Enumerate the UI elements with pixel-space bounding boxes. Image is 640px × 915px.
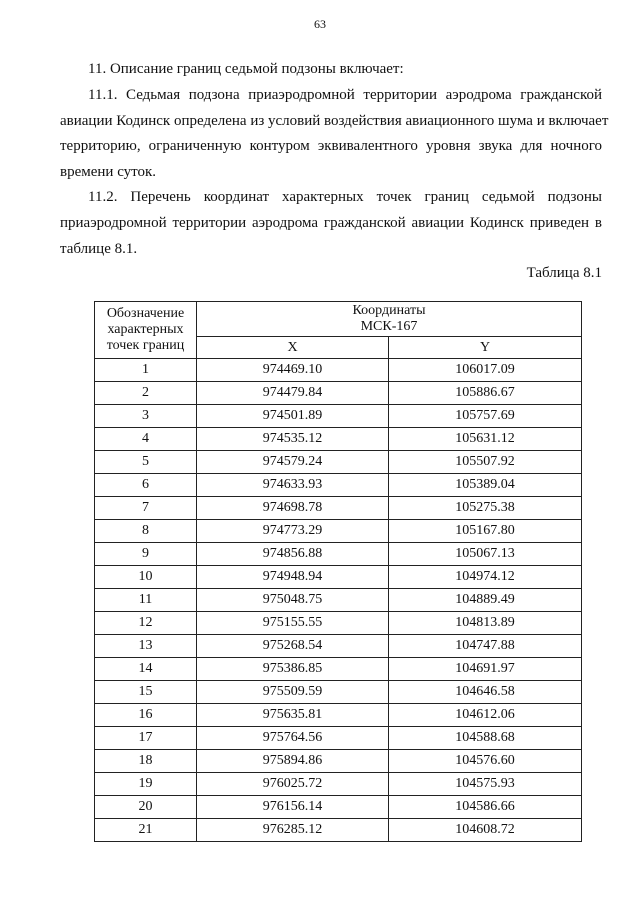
y-coordinate-cell: 104747.88 xyxy=(389,635,582,658)
table-row xyxy=(95,474,582,497)
table-row xyxy=(95,773,582,796)
x-coordinate-cell: 975764.56 xyxy=(197,727,389,750)
coordinates-header-line-2: МСК-167 xyxy=(360,319,418,334)
paragraph-11-1-line-3: территорию, ограниченную контуром эквивалентного уровня звука для ночного xyxy=(60,138,602,154)
point-number-cell: 8 xyxy=(95,520,197,543)
table-row xyxy=(95,635,582,658)
point-number-cell: 18 xyxy=(95,750,197,773)
x-coordinate-cell: 976025.72 xyxy=(197,773,389,796)
y-coordinate-cell: 104612.06 xyxy=(389,704,582,727)
point-number-cell: 5 xyxy=(95,451,197,474)
x-coordinate-cell: 975894.86 xyxy=(197,750,389,773)
paragraph-11-1-line-4: времени суток. xyxy=(60,164,157,180)
paragraph-11-2-line-2: приаэродромной территории аэродрома гражданской авиации Кодинск приведен в xyxy=(60,215,602,231)
x-coordinate-cell: 974948.94 xyxy=(197,566,389,589)
table-caption: Таблица 8.1 xyxy=(526,265,602,281)
point-number-cell: 20 xyxy=(95,796,197,819)
table-row xyxy=(95,796,582,819)
y-coordinate-cell: 105507.92 xyxy=(389,451,582,474)
point-number-cell: 1 xyxy=(95,359,197,382)
point-label-header-line-2: характерных xyxy=(107,322,184,337)
point-number-cell: 10 xyxy=(95,566,197,589)
table-row xyxy=(95,451,582,474)
point-label-header-line-1: Обозначение xyxy=(106,306,185,321)
y-coordinate-cell: 104586.66 xyxy=(389,796,582,819)
page-number: 63 xyxy=(314,17,326,31)
x-coordinate-cell: 975155.55 xyxy=(197,612,389,635)
table-row xyxy=(95,704,582,727)
y-coordinate-cell: 105389.04 xyxy=(389,474,582,497)
x-coordinate-cell: 974633.93 xyxy=(197,474,389,497)
table-row xyxy=(95,727,582,750)
table-row xyxy=(95,566,582,589)
x-coordinate-cell: 975509.59 xyxy=(197,681,389,704)
x-coordinate-cell: 974773.29 xyxy=(197,520,389,543)
paragraph-11-2-line-3: таблице 8.1. xyxy=(60,241,138,257)
y-coordinate-cell: 104813.89 xyxy=(389,612,582,635)
table-row xyxy=(95,612,582,635)
point-number-cell: 3 xyxy=(95,405,197,428)
coordinates-table xyxy=(94,301,582,842)
section-heading: 11. Описание границ седьмой подзоны включает: xyxy=(88,61,404,77)
y-coordinate-cell: 105275.38 xyxy=(389,497,582,520)
x-coordinate-cell: 974479.84 xyxy=(197,382,389,405)
table-row xyxy=(95,589,582,612)
y-coordinate-cell: 105631.12 xyxy=(389,428,582,451)
table-row xyxy=(95,520,582,543)
table-row xyxy=(95,359,582,382)
y-coordinate-cell: 105067.13 xyxy=(389,543,582,566)
x-coordinate-cell: 976156.14 xyxy=(197,796,389,819)
x-coordinate-cell: 976285.12 xyxy=(197,819,389,842)
point-number-cell: 9 xyxy=(95,543,197,566)
y-coordinate-cell: 104889.49 xyxy=(389,589,582,612)
y-coordinate-cell: 105886.67 xyxy=(389,382,582,405)
point-number-cell: 16 xyxy=(95,704,197,727)
paragraph-11-1-line-2: авиации Кодинск определена из условий воздействия авиационного шума и включает xyxy=(60,113,609,129)
y-coordinate-cell: 104575.93 xyxy=(389,773,582,796)
y-header: Y xyxy=(389,337,582,359)
table-row xyxy=(95,497,582,520)
x-coordinate-cell: 975386.85 xyxy=(197,658,389,681)
coordinates-header-line-1: Координаты xyxy=(352,303,426,318)
table-row xyxy=(95,405,582,428)
paragraph-11-2-line-1: 11.2. Перечень координат характерных точек границ седьмой подзоны xyxy=(88,189,602,205)
paragraph-11-1-line-1: 11.1. Седьмая подзона приаэродромной территории аэродрома гражданской xyxy=(88,87,602,103)
x-coordinate-cell: 974535.12 xyxy=(197,428,389,451)
table-row xyxy=(95,750,582,773)
point-number-cell: 2 xyxy=(95,382,197,405)
y-coordinate-cell: 104608.72 xyxy=(389,819,582,842)
x-coordinate-cell: 974698.78 xyxy=(197,497,389,520)
point-number-cell: 21 xyxy=(95,819,197,842)
point-label-header xyxy=(95,302,197,359)
point-number-cell: 13 xyxy=(95,635,197,658)
y-coordinate-cell: 104691.97 xyxy=(389,658,582,681)
x-coordinate-cell: 975048.75 xyxy=(197,589,389,612)
point-number-cell: 14 xyxy=(95,658,197,681)
x-coordinate-cell: 975635.81 xyxy=(197,704,389,727)
point-number-cell: 15 xyxy=(95,681,197,704)
y-coordinate-cell: 104974.12 xyxy=(389,566,582,589)
point-number-cell: 4 xyxy=(95,428,197,451)
x-coordinate-cell: 974469.10 xyxy=(197,359,389,382)
point-number-cell: 11 xyxy=(95,589,197,612)
table-row xyxy=(95,543,582,566)
point-number-cell: 6 xyxy=(95,474,197,497)
table-row xyxy=(95,819,582,842)
y-coordinate-cell: 104588.68 xyxy=(389,727,582,750)
table-row xyxy=(95,382,582,405)
table-row xyxy=(95,681,582,704)
point-number-cell: 19 xyxy=(95,773,197,796)
y-coordinate-cell: 105757.69 xyxy=(389,405,582,428)
y-coordinate-cell: 105167.80 xyxy=(389,520,582,543)
point-number-cell: 7 xyxy=(95,497,197,520)
x-coordinate-cell: 974579.24 xyxy=(197,451,389,474)
coordinates-header xyxy=(197,302,582,337)
y-coordinate-cell: 104576.60 xyxy=(389,750,582,773)
table-row xyxy=(95,658,582,681)
x-header: X xyxy=(197,337,389,359)
y-coordinate-cell: 106017.09 xyxy=(389,359,582,382)
x-coordinate-cell: 974856.88 xyxy=(197,543,389,566)
x-coordinate-cell: 974501.89 xyxy=(197,405,389,428)
y-coordinate-cell: 104646.58 xyxy=(389,681,582,704)
table-row xyxy=(95,428,582,451)
point-number-cell: 17 xyxy=(95,727,197,750)
point-number-cell: 12 xyxy=(95,612,197,635)
point-label-header-line-3: точек границ xyxy=(106,338,185,353)
x-coordinate-cell: 975268.54 xyxy=(197,635,389,658)
